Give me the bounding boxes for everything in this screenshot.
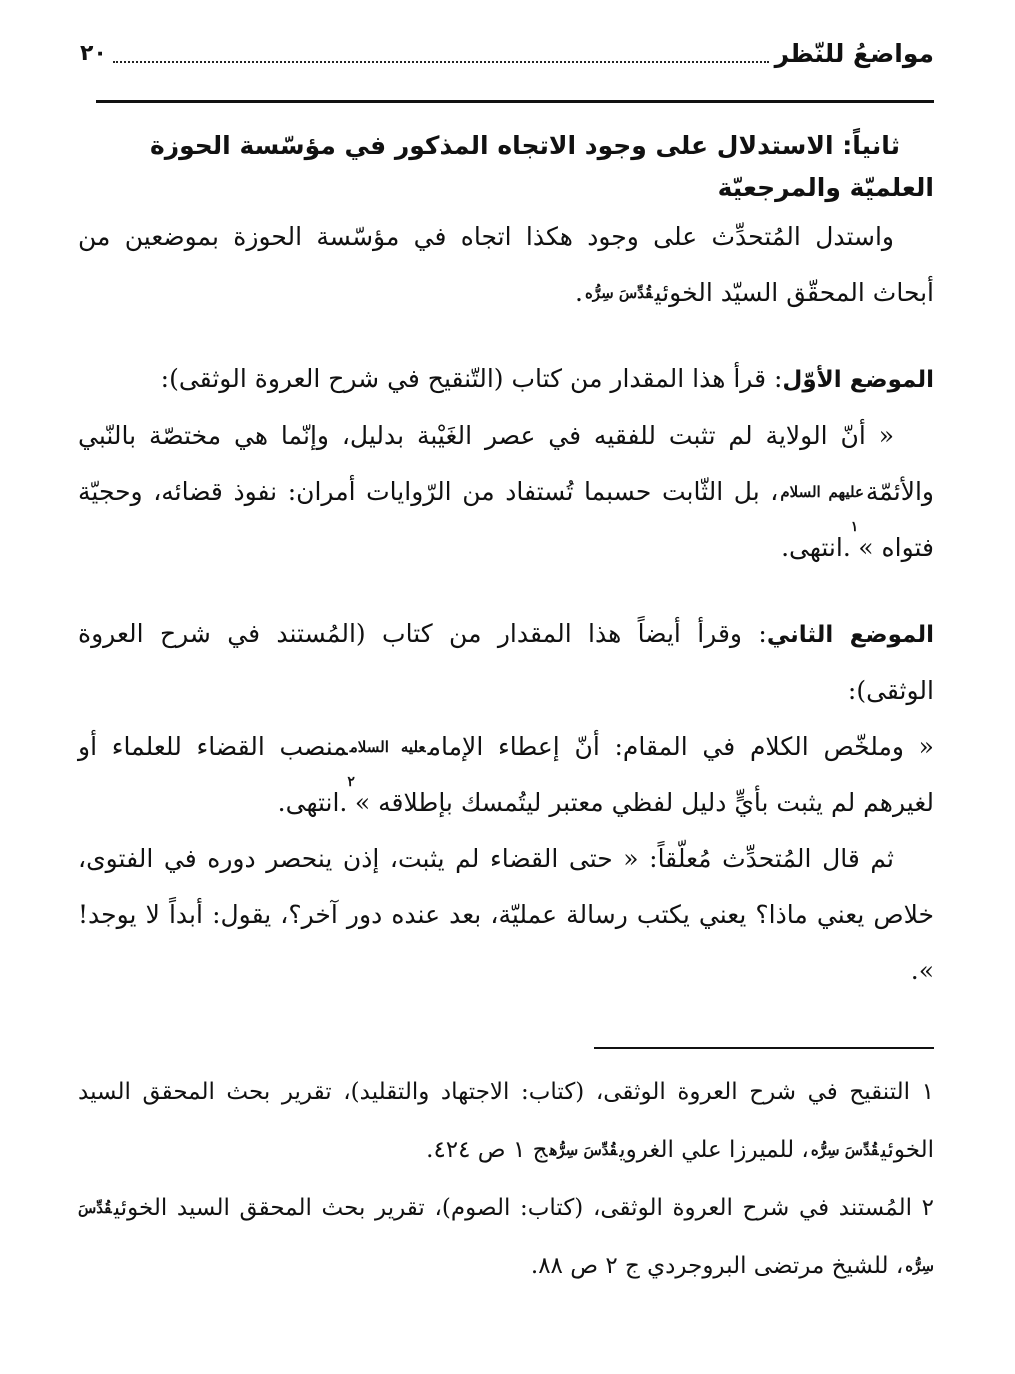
- second-quote-part2: منصب القضاء للعلماء أو لغيرهم لم يثبت بأيٍّ دليل لفظي معتبر ليتُمسك بإطلاقه »: [78, 732, 934, 817]
- second-quote: [78, 719, 934, 831]
- first-position-text: : قرأ هذا المقدار من كتاب (التّنقيح في شرح العروة الوثقى):: [160, 364, 783, 393]
- intro-text: واستدل المُتحدِّث على وجود هكذا اتجاه في مؤسّسة الحوزة بموضعين من أبحاث المحقّق السيّد الخوئي: [78, 222, 934, 307]
- footnote-divider: [594, 1047, 934, 1049]
- running-header: [78, 26, 934, 80]
- spacer: [78, 321, 934, 351]
- header-divider: [96, 100, 934, 103]
- footnote-1-part1: ١ التنقيح في شرح العروة الوثقى، (كتاب: الاجتهاد والتقليد)، تقرير بحث المحقق السيد الخوئي: [78, 1079, 934, 1163]
- footnote-ref-2[interactable]: ٢: [347, 774, 355, 790]
- section-heading-line2: العلميّة والمرجعيّة: [717, 173, 934, 202]
- first-quote-part2: ، بل الثّابت حسبما تُستفاد من الرّوايات أمران: نفوذ قضائه، وحجيّة فتواه »: [78, 477, 934, 562]
- spacer: [78, 576, 934, 606]
- honorific-quddisa-mark: قُدِّسَ سِرُّه: [549, 1141, 618, 1159]
- honorific-quddisa-mark: قُدِّسَ سِرُّه: [584, 284, 653, 302]
- first-position-label: الموضع الأوّل: [782, 367, 934, 393]
- honorific-alayhi-mark: عليه السلام: [349, 738, 426, 756]
- second-position-text: : وقرأ أيضاً هذا المقدار من كتاب (المُستند في شرح العروة الوثقى):: [78, 619, 934, 705]
- first-quote-end: .انتهى.: [781, 533, 851, 562]
- second-position-paragraph: [78, 606, 934, 719]
- first-quote: [78, 408, 934, 576]
- footnote-1: [78, 1063, 934, 1179]
- second-quote-end: .انتهى.: [277, 788, 348, 817]
- section-heading: [78, 125, 934, 209]
- second-quote-part1: « وملخّص الكلام في المقام: أنّ إعطاء الإمام: [427, 732, 934, 761]
- intro-end: .: [575, 278, 583, 307]
- footnote-ref-1[interactable]: ١: [850, 519, 859, 535]
- footnote-2: [78, 1179, 934, 1295]
- document-page: [78, 26, 934, 1295]
- footnote-2-part1: ٢ المُستند في شرح العروة الوثقى، (كتاب: الصوم)، تقرير بحث المحقق السيد الخوئي: [113, 1195, 934, 1221]
- honorific-quddisa-mark: قُدِّسَ سِرُّه: [810, 1141, 879, 1159]
- section-heading-line1: ثانياً: الاستدلال على وجود الاتجاه المذكور في مؤسّسة الحوزة: [149, 131, 900, 160]
- footnote-1-part2: ، للميرزا علي الغروي: [619, 1137, 809, 1163]
- speaker-comment: ثم قال المُتحدِّث مُعلّقاً: « حتى القضاء لم يثبت، إذن ينحصر دوره في الفتوى، خلاص يعني ماذا؟ يعني يكتب رسالة عمليّة، بعد عنده دور آخر؟، يقول: أبداً لا يوجد! ».: [78, 844, 934, 985]
- honorific-quddisa-mark: قُدِّسَ سِرُّه: [78, 1199, 934, 1275]
- first-quote-part1: « أنّ الولاية لم تثبت للفقيه في عصر الغَيْبة بدليل، وإنّما هي مختصّة بالنّبي والأئمّة: [78, 421, 934, 506]
- book-title: مواضعُ للنّظر: [774, 38, 934, 68]
- honorific-alayhim-mark: عليهم السلام: [780, 483, 864, 501]
- first-position-paragraph: [78, 351, 934, 408]
- second-position-label: الموضع الثاني: [766, 622, 934, 648]
- page-number: ٢٠: [80, 40, 107, 66]
- footnote-1-part3: ج ١ ص ٤٢٤.: [426, 1137, 548, 1163]
- footnote-2-part2: ، للشيخ مرتضى البروجردي ج ٢ ص ٨٨.: [530, 1253, 904, 1279]
- header-leader-dots: [113, 43, 769, 63]
- intro-paragraph: [78, 209, 934, 321]
